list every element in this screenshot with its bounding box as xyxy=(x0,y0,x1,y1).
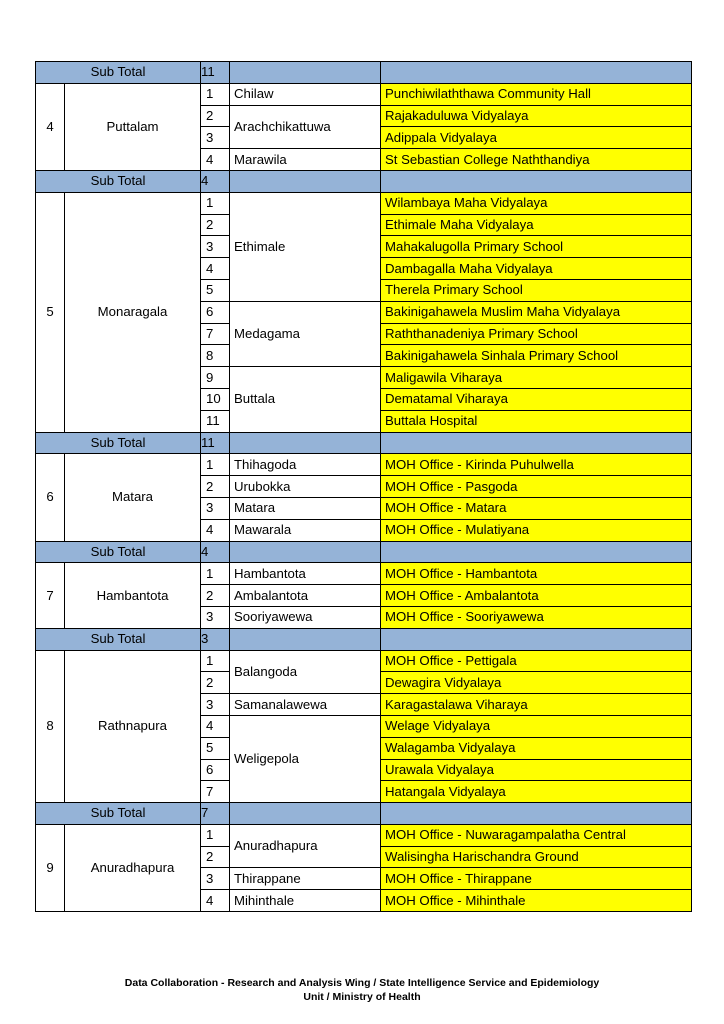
subtotal-row xyxy=(36,432,692,454)
centre-name: MOH Office - Thirappane xyxy=(381,868,692,890)
subtotal-row xyxy=(36,62,692,84)
centre-name: Wilambaya Maha Vidyalaya xyxy=(381,192,692,214)
row-number: 10 xyxy=(201,388,230,410)
table-row xyxy=(36,83,692,105)
area-name: Hambantota xyxy=(230,563,381,585)
centre-name: Rajakaduluwa Vidyalaya xyxy=(381,105,692,127)
centre-name: Buttala Hospital xyxy=(381,410,692,432)
centre-name: Bakinigahawela Muslim Maha Vidyalaya xyxy=(381,301,692,323)
subtotal-blank-area xyxy=(230,803,381,825)
subtotal-count: 11 xyxy=(201,432,230,454)
area-name: Mihinthale xyxy=(230,890,381,912)
subtotal-blank-place xyxy=(381,628,692,650)
area-name: Medagama xyxy=(230,301,381,366)
subtotal-blank-area xyxy=(230,628,381,650)
subtotal-blank-place xyxy=(381,62,692,84)
district-name: Matara xyxy=(65,454,201,541)
centre-name: Raththanadeniya Primary School xyxy=(381,323,692,345)
polling-centres-table xyxy=(35,61,692,912)
row-number: 6 xyxy=(201,759,230,781)
row-number: 4 xyxy=(201,149,230,171)
district-number: 6 xyxy=(36,454,65,541)
area-name: Anuradhapura xyxy=(230,824,381,868)
area-name: Mawarala xyxy=(230,519,381,541)
area-name: Arachchikattuwa xyxy=(230,105,381,149)
subtotal-blank-area xyxy=(230,170,381,192)
area-name: Chilaw xyxy=(230,83,381,105)
row-number: 4 xyxy=(201,519,230,541)
centre-name: MOH Office - Matara xyxy=(381,497,692,519)
centre-name: Dewagira Vidyalaya xyxy=(381,672,692,694)
subtotal-label: Sub Total xyxy=(36,432,201,454)
centre-name: Karagastalawa Viharaya xyxy=(381,694,692,716)
row-number: 3 xyxy=(201,694,230,716)
row-number: 3 xyxy=(201,868,230,890)
row-number: 1 xyxy=(201,454,230,476)
row-number: 1 xyxy=(201,192,230,214)
row-number: 2 xyxy=(201,476,230,498)
area-name: Samanalawewa xyxy=(230,694,381,716)
district-name: Rathnapura xyxy=(65,650,201,803)
subtotal-row xyxy=(36,628,692,650)
area-name: Ambalantota xyxy=(230,585,381,607)
centre-name: MOH Office - Mihinthale xyxy=(381,890,692,912)
centre-name: MOH Office - Nuwaragampalatha Central xyxy=(381,824,692,846)
table-row xyxy=(36,563,692,585)
subtotal-blank-area xyxy=(230,432,381,454)
subtotal-row xyxy=(36,541,692,563)
subtotal-count: 4 xyxy=(201,541,230,563)
row-number: 1 xyxy=(201,650,230,672)
centre-name: MOH Office - Hambantota xyxy=(381,563,692,585)
row-number: 7 xyxy=(201,781,230,803)
subtotal-count: 4 xyxy=(201,170,230,192)
district-name: Hambantota xyxy=(65,563,201,628)
centre-name: Dematamal Viharaya xyxy=(381,388,692,410)
row-number: 7 xyxy=(201,323,230,345)
row-number: 4 xyxy=(201,715,230,737)
area-name: Weligepola xyxy=(230,715,381,802)
row-number: 3 xyxy=(201,127,230,149)
area-name: Thirappane xyxy=(230,868,381,890)
table-body xyxy=(36,62,692,912)
area-name: Buttala xyxy=(230,367,381,432)
subtotal-blank-area xyxy=(230,62,381,84)
subtotal-blank-place xyxy=(381,432,692,454)
row-number: 1 xyxy=(201,83,230,105)
area-name: Balangoda xyxy=(230,650,381,694)
row-number: 6 xyxy=(201,301,230,323)
centre-name: Punchiwilaththawa Community Hall xyxy=(381,83,692,105)
area-name: Urubokka xyxy=(230,476,381,498)
centre-name: St Sebastian College Naththandiya xyxy=(381,149,692,171)
centre-name: MOH Office - Mulatiyana xyxy=(381,519,692,541)
centre-name: Walagamba Vidyalaya xyxy=(381,737,692,759)
centre-name: Ethimale Maha Vidyalaya xyxy=(381,214,692,236)
row-number: 1 xyxy=(201,563,230,585)
subtotal-blank-place xyxy=(381,170,692,192)
table-row xyxy=(36,650,692,672)
centre-name: Welage Vidyalaya xyxy=(381,715,692,737)
centre-name: MOH Office - Pettigala xyxy=(381,650,692,672)
row-number: 4 xyxy=(201,258,230,280)
row-number: 5 xyxy=(201,279,230,301)
row-number: 2 xyxy=(201,105,230,127)
centre-name: Hatangala Vidyalaya xyxy=(381,781,692,803)
subtotal-label: Sub Total xyxy=(36,628,201,650)
centre-name: Walisingha Harischandra Ground xyxy=(381,846,692,868)
row-number: 3 xyxy=(201,236,230,258)
centre-name: MOH Office - Ambalantota xyxy=(381,585,692,607)
subtotal-label: Sub Total xyxy=(36,803,201,825)
row-number: 2 xyxy=(201,672,230,694)
subtotal-blank-place xyxy=(381,541,692,563)
centre-name: Mahakalugolla Primary School xyxy=(381,236,692,258)
area-name: Sooriyawewa xyxy=(230,606,381,628)
footer xyxy=(0,976,724,1004)
centre-name: Dambagalla Maha Vidyalaya xyxy=(381,258,692,280)
centre-name: MOH Office - Pasgoda xyxy=(381,476,692,498)
subtotal-label: Sub Total xyxy=(36,541,201,563)
district-number: 8 xyxy=(36,650,65,803)
subtotal-count: 3 xyxy=(201,628,230,650)
centre-name: Maligawila Viharaya xyxy=(381,367,692,389)
area-name: Marawila xyxy=(230,149,381,171)
table-row xyxy=(36,192,692,214)
subtotal-label: Sub Total xyxy=(36,170,201,192)
centre-name: MOH Office - Kirinda Puhulwella xyxy=(381,454,692,476)
centre-name: MOH Office - Sooriyawewa xyxy=(381,606,692,628)
subtotal-row xyxy=(36,803,692,825)
centre-name: Adippala Vidyalaya xyxy=(381,127,692,149)
row-number: 2 xyxy=(201,214,230,236)
area-name: Matara xyxy=(230,497,381,519)
area-name: Thihagoda xyxy=(230,454,381,476)
table-row xyxy=(36,454,692,476)
subtotal-count: 11 xyxy=(201,62,230,84)
row-number: 9 xyxy=(201,367,230,389)
district-number: 4 xyxy=(36,83,65,170)
row-number: 3 xyxy=(201,497,230,519)
subtotal-blank-place xyxy=(381,803,692,825)
row-number: 4 xyxy=(201,890,230,912)
district-number: 5 xyxy=(36,192,65,432)
subtotal-label: Sub Total xyxy=(36,62,201,84)
row-number: 11 xyxy=(201,410,230,432)
row-number: 8 xyxy=(201,345,230,367)
row-number: 5 xyxy=(201,737,230,759)
area-name: Ethimale xyxy=(230,192,381,301)
row-number: 3 xyxy=(201,606,230,628)
district-name: Monaragala xyxy=(65,192,201,432)
subtotal-blank-area xyxy=(230,541,381,563)
row-number: 2 xyxy=(201,585,230,607)
district-name: Puttalam xyxy=(65,83,201,170)
centre-name: Bakinigahawela Sinhala Primary School xyxy=(381,345,692,367)
row-number: 1 xyxy=(201,824,230,846)
centre-name: Urawala Vidyalaya xyxy=(381,759,692,781)
subtotal-row xyxy=(36,170,692,192)
subtotal-count: 7 xyxy=(201,803,230,825)
table-row xyxy=(36,824,692,846)
district-number: 7 xyxy=(36,563,65,628)
row-number: 2 xyxy=(201,846,230,868)
centre-name: Therela Primary School xyxy=(381,279,692,301)
district-name: Anuradhapura xyxy=(65,824,201,911)
footer-line-1: Data Collaboration - Research and Analysis Wing / State Intelligence Service and Epidemiology xyxy=(124,977,600,989)
footer-line-2: Unit / Ministry of Health xyxy=(303,991,421,1003)
district-number: 9 xyxy=(36,824,65,911)
